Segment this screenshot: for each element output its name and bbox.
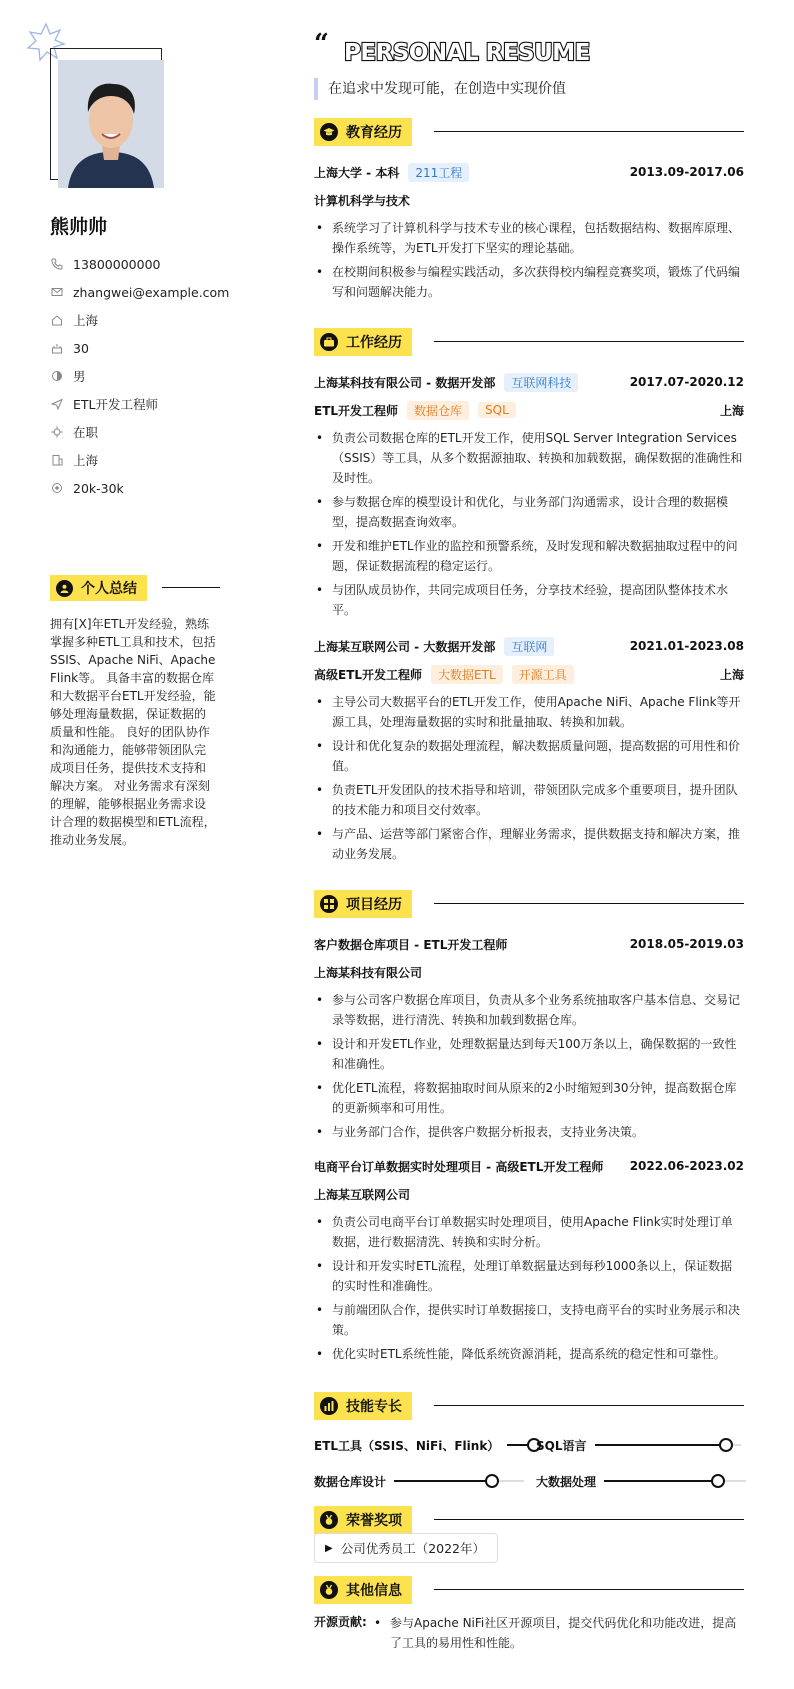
skill-name: 数据仓库设计: [314, 1474, 387, 1489]
list-item: • 与业务部门合作，提供客户数据分析报表，支持业务决策。: [314, 1122, 744, 1142]
major-name: 计算机科学与技术: [314, 193, 411, 208]
job-1-city: 上海: [719, 403, 744, 418]
job-1-tag-1: 数据仓库: [407, 401, 469, 420]
user-icon: [56, 580, 73, 597]
summary-header: [50, 575, 216, 601]
info-city: [50, 446, 230, 474]
education-bullets: [314, 218, 744, 306]
job-1-role: ETL开发工程师: [314, 403, 399, 418]
skill-fill: [394, 1480, 492, 1482]
list-item: • 与前端团队合作，提供实时订单数据接口，支持电商平台的实时业务展示和决策。: [314, 1300, 744, 1340]
other-tag: [314, 1576, 412, 1604]
skill-item: [314, 1472, 524, 1490]
skill-name: SQL语言: [536, 1438, 587, 1453]
project-2-head: [314, 1156, 744, 1176]
section-honors: [314, 1506, 744, 1534]
other-bullets: [372, 1613, 744, 1657]
skill-name: 大数据处理: [536, 1474, 597, 1489]
projects-divider: [434, 903, 744, 904]
info-status: [50, 418, 230, 446]
honors-divider: [434, 1519, 744, 1520]
skills-divider: [434, 1405, 744, 1406]
project-1-date: 2018.05-2019.03: [629, 937, 744, 951]
list-item: • 主导公司大数据平台的ETL开发工作，使用Apache NiFi、Apache Flink等开源工具，处理海量数据的实时和批量抽取、转换和加载。: [314, 692, 744, 732]
medal-icon: [320, 1511, 338, 1529]
svg-text:“: “: [314, 30, 329, 59]
building-icon: [50, 453, 64, 467]
job-2-city: 上海: [719, 667, 744, 682]
education-major-row: [314, 190, 744, 210]
phone-text: 13800000000: [73, 256, 161, 272]
resume-title: [314, 30, 614, 74]
home-icon: [50, 313, 64, 327]
mail-icon: [50, 285, 64, 299]
job-2-role-row: [314, 664, 744, 684]
project-1-head: [314, 934, 744, 954]
award-text: 公司优秀员工（2022年）: [340, 1541, 486, 1556]
skill-bar: [394, 1480, 524, 1482]
info-email: [50, 278, 230, 306]
section-education: [314, 118, 744, 146]
job-2-bullets: [314, 692, 744, 868]
job-2-company: 上海某互联网公司 - 大数据开发部: [314, 639, 496, 654]
skill-knob: [719, 1438, 733, 1452]
work-title: 工作经历: [346, 335, 402, 351]
resume-title-text: PERSONAL RESUME: [344, 40, 590, 66]
summary-text: 拥有[X]年ETL开发经验，熟练掌握多种ETL工具和技术，包括SSIS、Apache NiFi、Apache Flink等。 具备丰富的数据仓库和大数据平台ETL开发经验，能够处理海量数据，保证数据的质量和性能。 良好的团队协作和沟通能力，能够带领团队完成项目任务，提供技术支持和解决方案。 对业务需求有深刻的理解，能够根据业务需求设计合理的数据模型和ETL流程，推动业务发展。: [50, 617, 216, 847]
summary-divider: [162, 587, 220, 588]
city-text: 上海: [73, 453, 99, 468]
list-item: • 参与数据仓库的模型设计和优化，与业务部门沟通需求，设计合理的数据模型，提高数据查询效率。: [314, 492, 744, 532]
project-1-name: 客户数据仓库项目 - ETL开发工程师: [314, 937, 508, 952]
list-item: • 优化实时ETL系统性能，降低系统资源消耗，提高系统的稳定性和可靠性。: [314, 1344, 744, 1364]
skills-tag: [314, 1392, 412, 1420]
project-2-date: 2022.06-2023.02: [629, 1159, 744, 1173]
position-text: ETL开发工程师: [73, 397, 158, 412]
job-1-role-row: [314, 400, 744, 420]
job-1-date: 2017.07-2020.12: [629, 375, 744, 389]
job-2-role: 高级ETL开发工程师: [314, 667, 423, 682]
skill-fill: [595, 1444, 726, 1446]
list-item: • 设计和开发实时ETL流程，处理订单数据量达到每秒1000条以上，保证数据的实时性和准确性。: [314, 1256, 744, 1296]
project-2-company: 上海某互联网公司: [314, 1187, 411, 1202]
skill-knob: [711, 1474, 725, 1488]
project-2-company-row: [314, 1184, 744, 1204]
gender-icon: [50, 369, 64, 383]
work-tag: [314, 328, 412, 356]
job-1-tag-2: SQL: [478, 402, 516, 418]
other-divider: [434, 1589, 744, 1590]
list-item: • 设计和开发ETL作业，处理数据量达到每天100万条以上，确保数据的一致性和准确性。: [314, 1034, 744, 1074]
section-skills: [314, 1392, 744, 1420]
job-2-tag-2: 开源工具: [512, 665, 574, 684]
project-1-company-row: [314, 962, 744, 982]
cake-icon: [50, 341, 64, 355]
list-item: • 系统学习了计算机科学与技术专业的核心课程，包括数据结构、数据库原理、操作系统等，为ETL开发打下坚实的理论基础。: [314, 218, 744, 258]
briefcase-icon: [320, 333, 338, 351]
contact-info: [50, 250, 230, 502]
resume-title-art: [314, 30, 614, 70]
section-projects: [314, 890, 744, 918]
projects-title: 项目经历: [346, 897, 402, 913]
projects-tag: [314, 890, 412, 918]
job-2-industry: 互联网: [504, 637, 554, 656]
skill-bar: [595, 1444, 741, 1446]
job-1-head: [314, 372, 744, 392]
bar-chart-icon: [320, 1397, 338, 1415]
other-title: 其他信息: [346, 1583, 402, 1599]
education-date: 2013.09-2017.06: [629, 165, 744, 179]
phone-icon: [50, 257, 64, 271]
candidate-name: 熊帅帅: [50, 216, 108, 238]
skills-title: 技能专长: [346, 1399, 402, 1415]
send-icon: [50, 397, 64, 411]
section-work: [314, 328, 744, 356]
skill-bar: [604, 1480, 746, 1482]
section-other: [314, 1576, 744, 1604]
education-tag: [314, 118, 412, 146]
list-item: • 负责ETL开发团队的技术指导和培训，带领团队完成多个重要项目，提升团队的技术能力和项目交付效率。: [314, 780, 744, 820]
honors-tag: [314, 1506, 412, 1534]
project-2-name: 电商平台订单数据实时处理项目 - 高级ETL开发工程师: [314, 1159, 604, 1174]
play-triangle-icon: ▶: [325, 1542, 333, 1554]
location-text: 上海: [73, 313, 99, 328]
motto: 在追求中发现可能，在创造中实现价值: [314, 78, 566, 100]
project-2-bullets: [314, 1212, 744, 1368]
list-item: • 参与Apache NiFi社区开源项目，提交代码优化和功能改进，提高了工具的易用性和性能。: [372, 1613, 744, 1653]
sidebar: [0, 0, 230, 1689]
job-2-head: [314, 636, 744, 656]
job-1-bullets: [314, 428, 744, 624]
list-item: • 参与公司客户数据仓库项目，负责从多个业务系统抽取客户基本信息、交易记录等数据，进行清洗、转换和加载到数据仓库。: [314, 990, 744, 1030]
list-item: • 优化ETL流程，将数据抽取时间从原来的2小时缩短到30分钟，提高数据仓库的更新频率和可用性。: [314, 1078, 744, 1118]
avatar: [58, 60, 164, 188]
email-text: zhangwei@example.com: [73, 284, 230, 300]
info-gender: [50, 362, 230, 390]
salary-text: 20k-30k: [73, 480, 124, 496]
list-item: • 与团队成员协作，共同完成项目任务，分享技术经验，提高团队整体技术水平。: [314, 580, 744, 620]
work-divider: [434, 341, 744, 342]
skill-fill: [604, 1480, 718, 1482]
list-item: • 负责公司电商平台订单数据实时处理项目，使用Apache Flink实时处理订单数据，进行数据清洗、转换和实时分析。: [314, 1212, 744, 1252]
job-1-company: 上海某科技有限公司 - 数据开发部: [314, 375, 496, 390]
school-tag: 211工程: [408, 163, 469, 182]
info-salary: [50, 474, 230, 502]
info-phone: [50, 250, 230, 278]
skill-knob: [485, 1474, 499, 1488]
skill-item: [314, 1436, 537, 1454]
project-1-bullets: [314, 990, 744, 1146]
skill-item: [536, 1436, 741, 1454]
skill-name: ETL工具（SSIS、NiFi、Flink）: [314, 1438, 500, 1453]
info-position: [50, 390, 230, 418]
status-text: 在职: [73, 425, 99, 440]
grid-icon: [320, 895, 338, 913]
job-2-tag-1: 大数据ETL: [431, 665, 503, 684]
money-icon: [50, 481, 64, 495]
gender-text: 男: [73, 369, 86, 384]
other-label: 开源贡献:: [314, 1615, 367, 1629]
list-item: • 与产品、运营等部门紧密合作，理解业务需求，提供数据支持和解决方案，推动业务发展。: [314, 824, 744, 864]
job-2-date: 2021.01-2023.08: [629, 639, 744, 653]
skill-bar: [507, 1444, 537, 1446]
summary-tag: [50, 575, 147, 601]
education-entry-head: [314, 162, 744, 182]
list-item: • 在校期间积极参与编程实践活动，多次获得校内编程竞赛奖项，锻炼了代码编写和问题解决能力。: [314, 262, 744, 302]
skill-item: [536, 1472, 746, 1490]
status-icon: [50, 425, 64, 439]
age-text: 30: [73, 340, 89, 356]
info-location: [50, 306, 230, 334]
graduation-cap-icon: [320, 123, 338, 141]
education-divider: [434, 131, 744, 132]
list-item: • 设计和优化复杂的数据处理流程，解决数据质量问题，提高数据的可用性和价值。: [314, 736, 744, 776]
job-1-industry: 互联网科技: [504, 373, 578, 392]
education-title: 教育经历: [346, 125, 402, 141]
school-name: 上海大学 - 本科: [314, 165, 400, 180]
list-item: • 负责公司数据仓库的ETL开发工作，使用SQL Server Integration Services（SSIS）等工具，从多个数据源抽取、转换和加载数据，确保数据的准确性和及时性。: [314, 428, 744, 488]
project-1-company: 上海某科技有限公司: [314, 965, 423, 980]
info-icon: [320, 1581, 338, 1599]
honors-title: 荣誉奖项: [346, 1513, 402, 1529]
list-item: • 开发和维护ETL作业的监控和预警系统，及时发现和解决数据抽取过程中的问题，保证数据流程的稳定运行。: [314, 536, 744, 576]
info-age: [50, 334, 230, 362]
award-item[interactable]: [314, 1533, 498, 1563]
summary-title: 个人总结: [81, 581, 137, 597]
